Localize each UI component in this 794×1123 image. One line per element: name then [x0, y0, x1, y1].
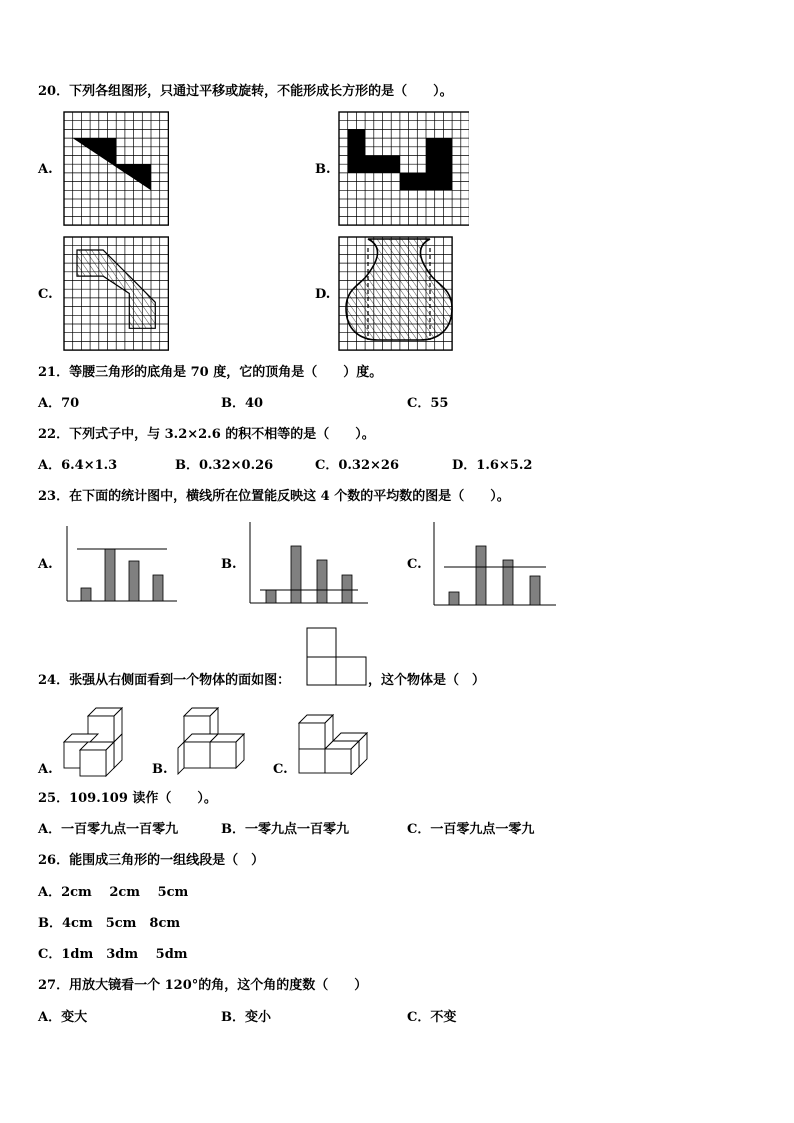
q23-chart-b: [247, 520, 371, 606]
q21-option-b[interactable]: B．40: [221, 396, 264, 411]
q26-option-b[interactable]: B．4cm 5cm 8cm: [38, 916, 181, 931]
q21-option-a[interactable]: A．70: [38, 396, 80, 411]
q20-figure-a: [63, 111, 169, 228]
q25-option-c[interactable]: C．一百零九点一零九: [407, 822, 535, 837]
q24-side-view-figure: [306, 627, 368, 687]
q22-option-a[interactable]: A．6.4×1.3: [38, 458, 118, 473]
q24-option-a-label[interactable]: A.: [38, 762, 53, 777]
q27-option-a[interactable]: A．变大: [38, 1010, 88, 1025]
q22-option-d[interactable]: D．1.6×5.2: [452, 458, 533, 473]
q20-figure-b: [338, 111, 469, 228]
q26-option-c[interactable]: C．1dm 3dm 5dm: [38, 947, 188, 962]
q22-option-b[interactable]: B．0.32×0.26: [175, 458, 274, 473]
q23-a-bar-2: [105, 549, 115, 601]
q25-text: 25．109.109 读作（ ）。: [38, 791, 217, 806]
q24-option-a-cubes: [62, 705, 126, 777]
q24-option-b-label[interactable]: B.: [152, 762, 168, 777]
q20-option-b-label[interactable]: B.: [315, 162, 331, 177]
q23-option-c-label[interactable]: C.: [407, 557, 422, 572]
q27-option-b[interactable]: B．变小: [221, 1010, 271, 1025]
q20-text: 20．下列各组图形，只通过平移或旋转，不能形成长方形的是（ ）。: [38, 84, 453, 99]
q23-chart-c: [431, 520, 559, 608]
q27-text: 27．用放大镜看一个 120°的角，这个角的度数（ ）: [38, 978, 368, 993]
q23-b-bar-2: [291, 546, 301, 603]
q25-option-a[interactable]: A．一百零九点一百零九: [38, 822, 179, 837]
q24-option-c-label[interactable]: C.: [273, 762, 288, 777]
q20-figure-d: [338, 236, 458, 353]
q23-text: 23．在下面的统计图中，横线所在位置能反映这 4 个数的平均数的图是（ ）。: [38, 489, 510, 504]
q26-text: 26．能围成三角形的一组线段是（ ）: [38, 853, 265, 868]
q27-option-c[interactable]: C．不变: [407, 1010, 457, 1025]
q23-c-bar-4: [530, 576, 540, 605]
q24-option-c-cubes: [297, 713, 369, 775]
q20-figure-c: [63, 236, 169, 353]
q20-option-a-label[interactable]: A.: [38, 162, 53, 177]
q23-b-bar-4: [342, 575, 352, 603]
q21-text: 21．等腰三角形的底角是 70 度，它的顶角是（ ）度。: [38, 365, 383, 380]
q23-option-a-label[interactable]: A.: [38, 557, 53, 572]
q25-option-b[interactable]: B．一零九点一百零九: [221, 822, 349, 837]
q20-option-c-label[interactable]: C.: [38, 287, 53, 302]
q23-a-bar-4: [153, 575, 163, 601]
q22-option-c[interactable]: C．0.32×26: [315, 458, 399, 473]
q24-option-b-cubes: [176, 705, 246, 775]
q23-c-bar-1: [449, 592, 459, 605]
q23-b-bar-1: [266, 590, 276, 603]
q20-option-d-label[interactable]: D.: [315, 287, 331, 302]
q24-text-a: 24．张强从右侧面看到一个物体的面如图：: [38, 673, 291, 688]
q23-a-bar-1: [81, 588, 91, 601]
q23-b-bar-3: [317, 560, 327, 603]
q22-text: 22．下列式子中，与 3.2×2.6 的积不相等的是（ ）。: [38, 427, 375, 442]
q23-c-bar-2: [476, 546, 486, 605]
q26-option-a[interactable]: A．2cm 2cm 5cm: [38, 885, 189, 900]
q21-option-c[interactable]: C．55: [407, 396, 449, 411]
q23-option-b-label[interactable]: B.: [221, 557, 237, 572]
q23-a-bar-3: [129, 561, 139, 601]
q24-text-b: ，这个物体是（ ）: [368, 673, 486, 688]
q23-chart-a: [64, 524, 180, 604]
